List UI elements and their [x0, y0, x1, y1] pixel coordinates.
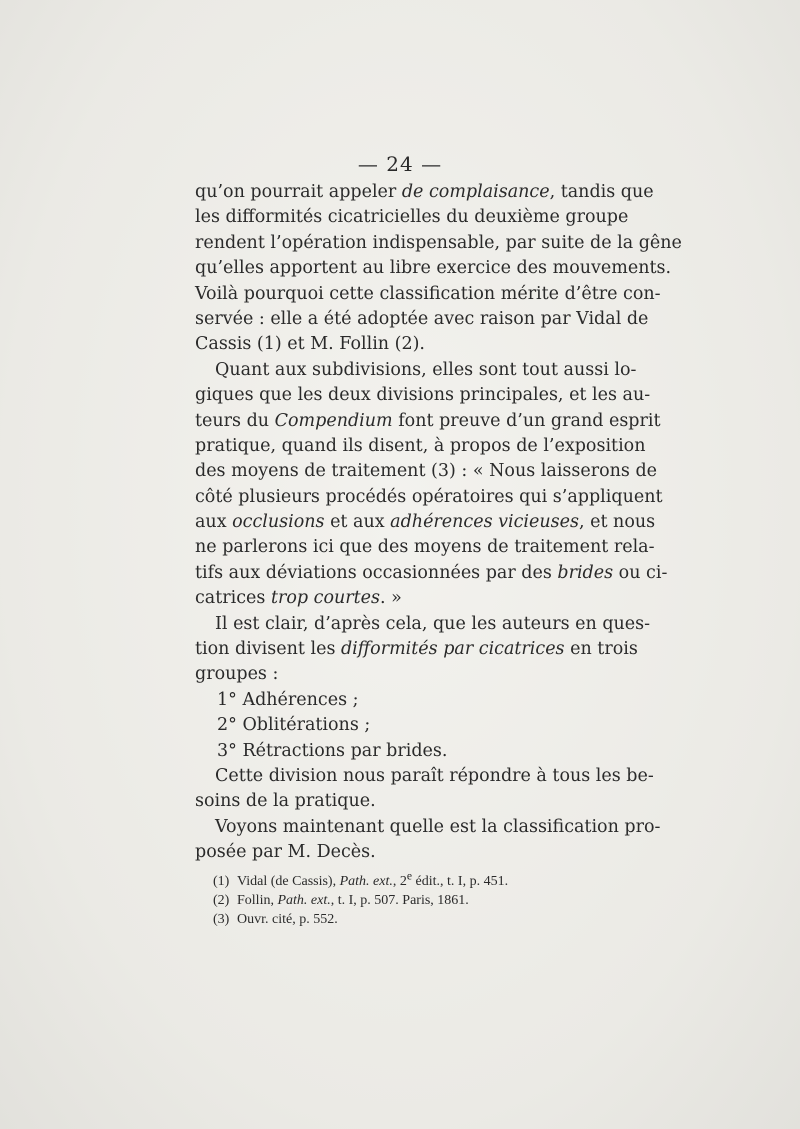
text-line: Quant aux subdivisions, elles sont tout aussi lo-: [215, 359, 637, 380]
footnote: [213, 866, 613, 891]
text-line: Il est clair, d’après cela, que les auteurs en ques-: [215, 613, 651, 634]
text-line: tion divisent les difformités par cicatrices en trois: [195, 639, 638, 660]
footnote-text: Ouvr. cité, p. 552.: [237, 911, 338, 927]
text-line: soins de la pratique.: [195, 791, 376, 812]
text-line: servée : elle a été adoptée avec raison par Vidal de: [195, 308, 649, 329]
footnotes: [213, 866, 613, 929]
text-line: qu’elles apportent au libre exercice des mouvements.: [195, 258, 672, 279]
body-text: [195, 180, 682, 866]
text-line: 2° Oblitérations ;: [217, 715, 371, 736]
footnote-mark: (1): [213, 873, 230, 889]
text-line: teurs du Compendium font preuve d’un grand esprit: [195, 410, 661, 431]
text-line: Voyons maintenant quelle est la classification pro-: [215, 816, 661, 837]
text-line: Cette division nous paraît répondre à tous les be-: [215, 765, 654, 786]
footnote: [213, 891, 613, 910]
footnote-text: Vidal (de Cassis), Path. ext., 2e édit., t. I, p. 451.: [237, 869, 509, 889]
footnote-mark: (2): [213, 892, 230, 908]
text-line: ne parlerons ici que des moyens de traitement rela-: [195, 537, 655, 558]
text-line: tifs aux déviations occasionnées par des brides ou ci-: [195, 562, 668, 583]
text-line: rendent l’opération indispensable, par suite de la gêne: [195, 232, 682, 253]
text-line: Cassis (1) et M. Follin (2).: [195, 334, 425, 355]
text-line: catrices trop courtes. »: [195, 588, 402, 609]
footnote-mark: (3): [213, 911, 230, 927]
page-number: — 24 —: [357, 152, 443, 176]
text-line: giques que les deux divisions principales, et les au-: [195, 385, 651, 406]
text-line: des moyens de traitement (3) : « Nous laisserons de: [195, 461, 658, 482]
footnote-text: Follin, Path. ext., t. I, p. 507. Paris, 1861.: [237, 892, 469, 908]
text-line: côté plusieurs procédés opératoires qui s’appliquent: [195, 486, 663, 507]
text-line: posée par M. Decès.: [195, 842, 376, 863]
text-line: qu’on pourrait appeler de complaisance, tandis que: [195, 182, 654, 202]
text-line: les difformités cicatricielles du deuxième groupe: [195, 207, 629, 228]
text-line: pratique, quand ils disent, à propos de l’exposition: [195, 435, 646, 456]
text-line: groupes :: [195, 664, 279, 685]
text-line: 3° Rétractions par brides.: [217, 740, 448, 761]
text-line: aux occlusions et aux adhérences vicieuses, et nous: [195, 512, 656, 533]
footnote: [213, 910, 613, 929]
text-line: Voilà pourquoi cette classification mérite d’être con-: [195, 283, 661, 304]
text-line: 1° Adhérences ;: [217, 689, 359, 710]
